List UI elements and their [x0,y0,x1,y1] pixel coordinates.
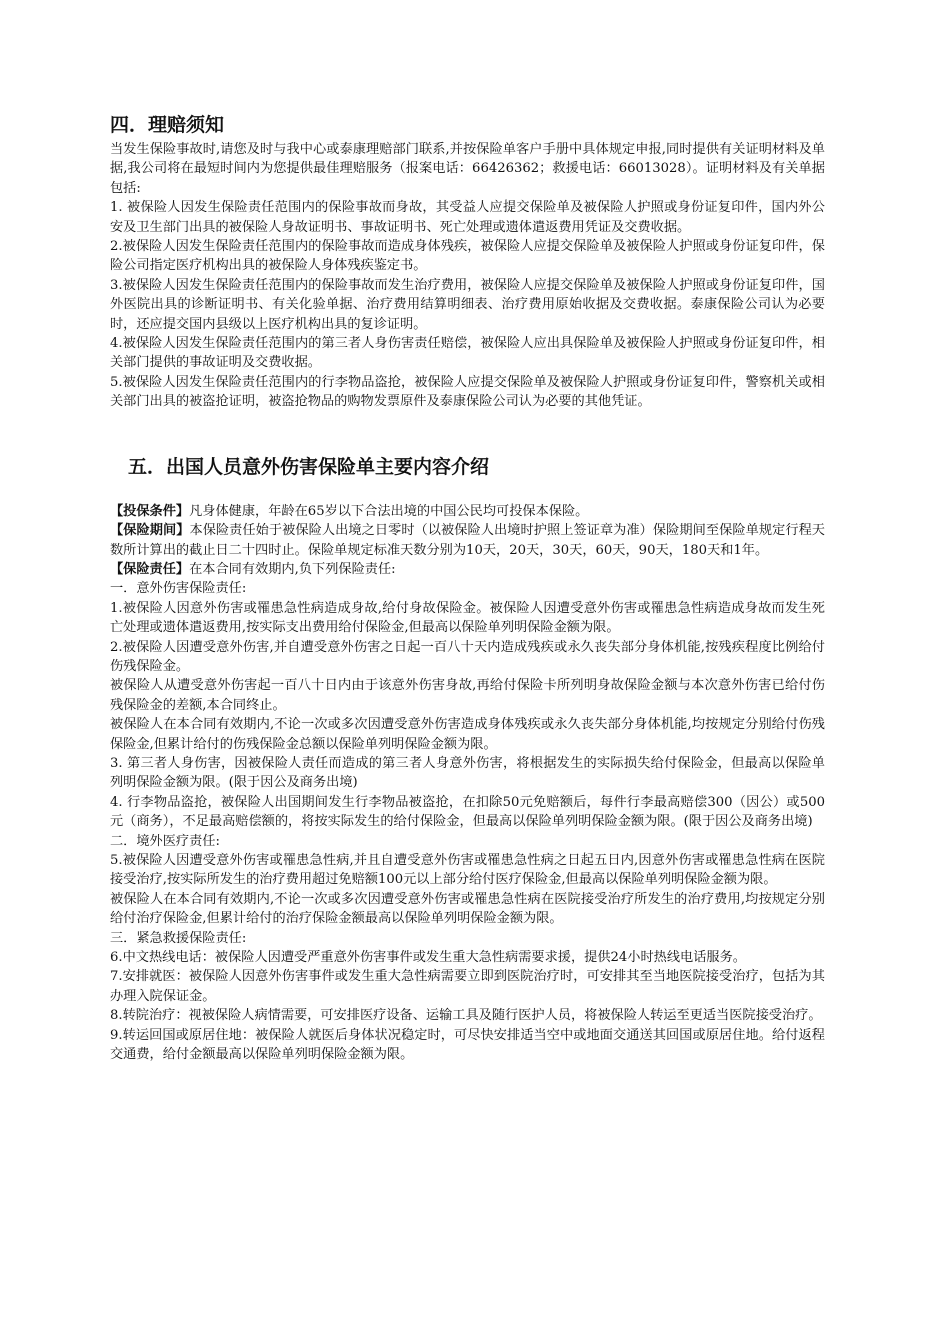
liability-item-8: 8.转院治疗：视被保险人病情需要，可安排医疗设备、运输工具及随行医护人员，将被保险人转运至更适当医院接受治疗。 [110,1008,822,1024]
insurance-period-paragraph [110,521,825,560]
liability-item-7: 7.安排就医：被保险人因意外伤害事件或发生重大急性病需要立即到医院治疗时，可安排其至当地医院接受治疗，包括为其办理入院保证金。 [110,969,825,1004]
liability-item-9: 9.转运回国或原居住地：被保险人就医后身体状况稳定时，可尽快安排适当空中或地面交通送其回国或原居住地。给付返程交通费，给付金额最高以保险单列明保险金额为限。 [110,1027,825,1063]
section-5-title: 五．出国人员意外伤害保险单主要内容介绍 [128,455,490,478]
accident-liability-heading: 一．意外伤害保险责任: [110,581,247,597]
claims-item-2: 2.被保险人因发生保险责任范围内的保险事故而造成身体残疾，被保险人应提交保险单及被保险人护照或身份证复印件，保险公司指定医疗机构出具的被保险人身体残疾鉴定书。 [110,239,825,274]
claims-item-4: 4.被保险人因发生保险责任范围内的第三者人身伤害责任赔偿，被保险人应出具保险单及被保险人护照或身份证复印件，相关部门提供的事故证明及交费收据。 [110,336,825,371]
liability-item-3: 3. 第三者人身伤害，因被保险人责任而造成的第三者人身意外伤害，将根据发生的实际损失给付保险金，但最高以保险单列明保险金额为限。(限于因公及商务出境) [110,755,825,791]
claims-item-3: 3.被保险人因发生保险责任范围内的保险事故而发生治疗费用，被保险人应提交保险单及被保险人护照或身份证复印件，国外医院出具的诊断证明书、有关化验单据、治疗费用结算明细表、治疗费用原始收据及交费收据。泰康保险公司认为必要时，还应提交国内县级以上医疗机构出具的复诊证明。 [110,277,825,332]
liability-item-2-supplement-a: 被保险人从遭受意外伤害起一百八十日内由于该意外伤害身故,再给付保险卡所列明身故保险金额与本次意外伤害已给付伤残保险金的差额,本合同终止。 [110,678,825,713]
conditions-text: 凡身体健康，年龄在65岁以下合法出境的中国公民均可投保本保险。 [189,503,589,519]
liability-item-2-supplement-b: 被保险人在本合同有效期内,不论一次或多次因遭受意外伤害造成身体残疾或永久丧失部分身体机能,均按规定分别给付伤残保险金,但累计给付的伤残保险金总额以保险单列明保险金额为限。 [110,717,825,752]
document-page [110,112,825,1064]
liability-text: 在本合同有效期内,负下列保险责任: [189,561,396,577]
claims-item-1: 1. 被保险人因发生保险责任范围内的保险事故而身故，其受益人应提交保险单及被保险人护照或身份证复印件，国内外公安及卫生部门出具的被保险人身故证明书、事故证明书、死亡处理或遗体遣返费用凭证及交费收据。 [110,200,825,235]
liability-item-4: 4. 行李物品盗抢，被保险人出国期间发生行李物品被盗抢，在扣除50元免赔额后，每件行李最高赔偿300（因公）或500元（商务），不足最高赔偿额的，将按实际发生的给付保险金，但最高以保险单列明保险金额为限。(限于因公及商务出境) [110,794,825,830]
liability-item-1: 1.被保险人因意外伤害或罹患急性病造成身故,给付身故保险金。被保险人因遭受意外伤害或罹患急性病造成身故而发生死亡处理或遗体遣返费用,按实际支出费用给付保险金,但最高以保险单列明保险金额为限。 [110,600,825,636]
period-label: 【保险期间】 [110,523,190,539]
insurance-conditions-paragraph [110,502,825,521]
claims-item-5: 5.被保险人因发生保险责任范围内的行李物品盗抢，被保险人应提交保险单及被保险人护照或身份证复印件，警察机关或相关部门出具的被盗抢证明，被盗抢物品的购物发票原件及泰康保险公司认为必要的其他凭证。 [110,374,825,410]
section-4-title: 四．理赔须知 [110,114,225,136]
overseas-medical-heading: 二．境外医疗责任: [110,833,220,849]
liability-item-5: 5.被保险人因遭受意外伤害或罹患急性病,并且自遭受意外伤害或罹患急性病之日起五日内,因意外伤害或罹患急性病在医院接受治疗,按实际所发生的治疗费用超过免赔额100元以上部分给付医疗保险金,但最高以保险单列明保险金额为限。 [110,853,825,888]
liability-item-5-supplement: 被保险人在本合同有效期内,不论一次或多次因遭受意外伤害或罹患急性病在医院接受治疗所发生的治疗费用,均按规定分别给付治疗保险金,但累计给付的治疗保险金额最高以保险单列明保险金额为限。 [110,891,825,927]
liability-label: 【保险责任】 [110,561,190,577]
liability-item-2: 2.被保险人因遭受意外伤害,并自遭受意外伤害之日起一百八十天内造成残疾或永久丧失部分身体机能,按残疾程度比例给付伤残保险金。 [110,639,825,674]
period-text: 本保险责任始于被保险人出境之日零时（以被保险人出境时护照上签证章为准）保险期间至保险单规定行程天数所计算出的截止日二十四时止。保险单规定标准天数分别为10天，20天，30天，60天，90天，180天和1年。 [110,523,825,558]
liability-item-6: 6.中文热线电话：被保险人因遭受严重意外伤害事件或发生重大急性病需要求援，提供24小时热线电话服务。 [110,950,746,966]
conditions-label: 【投保条件】 [110,503,190,519]
insurance-liability-paragraph [110,560,825,579]
emergency-rescue-heading: 三．紧急救援保险责任: [110,930,247,946]
claims-intro-paragraph: 当发生保险事故时,请您及时与我中心或泰康理赔部门联系,并按保险单客户手册中具体规定申报,同时提供有关证明材料及单据,我公司将在最短时间内为您提供最佳理赔服务（报案电话：66426362；救援电话：66013028）。证明材料及有关单据包括: [110,142,825,196]
